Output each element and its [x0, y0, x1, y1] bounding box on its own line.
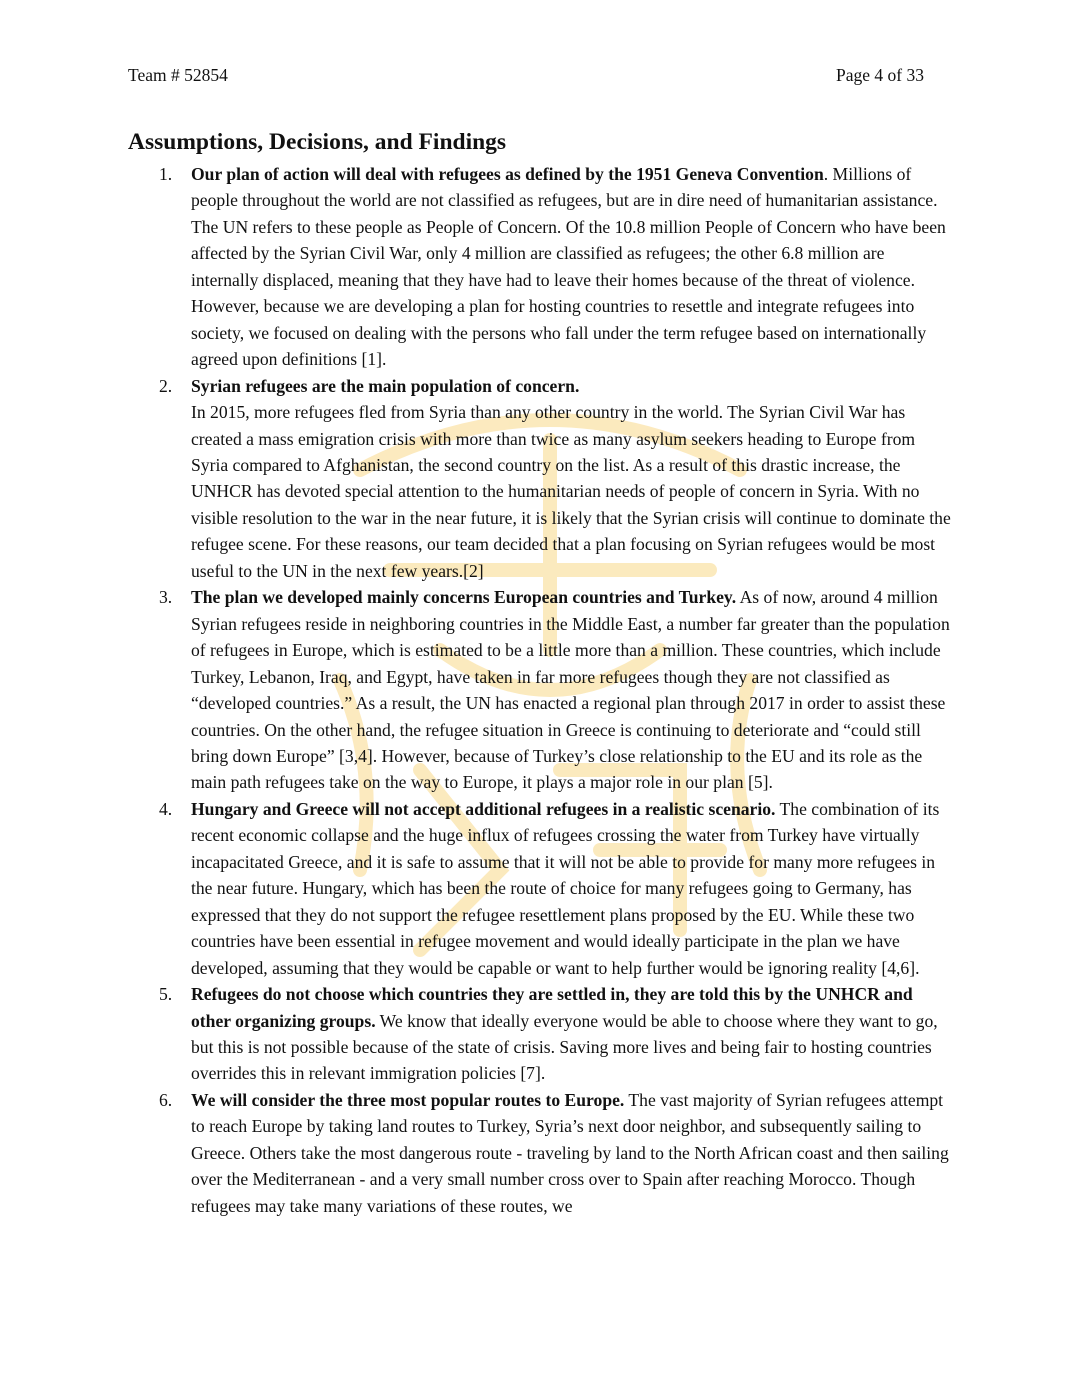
item-body: In 2015, more refugees fled from Syria than any other country in the world. The Syrian Civil War has created a mass emigration crisis with more than twice as many asylum seekers heading to Europe from Syria compared to Afghanistan, the second country on the list. As a result of this drastic increase, the UNHCR has devoted special attention to the humanitarian needs of people of concern in Syria. With no visible resolution to the war in the near future, it is likely that the Syrian crisis will continue to dominate the refugee scene. For these reasons, our team decided that a plan focusing on Syrian refugees would be most useful to the UN in the next few years.[2]	[191, 402, 951, 581]
item-number: 4.	[159, 798, 173, 819]
item-lead: The plan we developed mainly concerns European countries and Turkey.	[191, 587, 737, 608]
item-body: The combination of its recent economic collapse and the huge influx of refugees crossing the water from Turkey have virtually incapacitated Greece, and it is safe to assume that it will not be able to provide for many more refugees in the near future. Hungary, which has been the route of choice for many refugees going to Germany, has expressed that they do not support the refugee resettlement plans proposed by the EU. While these two countries have been essential in refugee movement and would ideally participate in the plan we have developed, assuming that they would be capable or want to help further would be ignoring reality [4,6].	[191, 798, 940, 978]
item-body: We know that ideally everyone would be able to choose where they want to go, but this is not possible because of the state of crisis. Saving more lives and being fair to hosting countries overrides this in relevant immigration policies [7].	[191, 1010, 938, 1084]
item-lead: Refugees do not choose which countries they are settled in, they are told this by the UNHCR and other organizing groups.	[191, 984, 913, 1031]
item-lead: Syrian refugees are the main population of concern.	[191, 375, 580, 396]
team-number: Team # 52854	[128, 65, 228, 85]
list-item	[159, 161, 954, 373]
list-item	[159, 796, 954, 981]
page-number: Page 4 of 33	[836, 65, 924, 85]
list-item	[159, 981, 954, 1087]
item-body: The vast majority of Syrian refugees attempt to reach Europe by taking land routes to Turkey, Syria’s next door neighbor, and subsequently sailing to Greece. Others take the most dangerous route - traveling by land to the North African coast and then sailing over the Mediterranean - and a very small number cross over to Spain after reaching Morocco. Though refugees may take many variations of these routes, we	[191, 1089, 949, 1216]
item-lead: We will consider the three most popular routes to Europe.	[191, 1089, 625, 1110]
item-lead: Our plan of action will deal with refugees as defined by the 1951 Geneva Convention	[191, 164, 824, 184]
findings-section	[128, 127, 954, 1219]
list-item	[159, 584, 954, 796]
list-item	[159, 373, 954, 585]
item-number: 1.	[159, 164, 173, 184]
findings-list	[128, 161, 954, 1219]
item-lead: Hungary and Greece will not accept additional refugees in a realistic scenario.	[191, 798, 776, 819]
item-number: 5.	[159, 984, 173, 1005]
item-body: As of now, around 4 million Syrian refugees reside in neighboring countries in the Middle East, a number far greater than the population of refugees in Europe, which is estimated to be a little more than a million. These countries, which include Turkey, Lebanon, Iraq, and Egypt, have taken in far more refugees though they are not classified as “developed countries.” As a result, the UN has enacted a regional plan through 2017 in order to assist these countries. On the other hand, the refugee situation in Greece is continuing to deteriorate and “could still bring down Europe” [3,4]. However, because of Turkey’s close relationship to the EU and its role as the main path refugees take on the way to Europe, it plays a major role in our plan [5].	[191, 587, 950, 793]
item-number: 2.	[159, 375, 173, 396]
section-title: Assumptions, Decisions, and Findings	[128, 129, 507, 155]
item-number: 3.	[159, 587, 173, 608]
list-item	[159, 1087, 954, 1219]
item-number: 6.	[159, 1089, 173, 1110]
item-body: . Millions of people throughout the world are not classified as refugees, but are in dire need of humanitarian assistance. The UN refers to these people as People of Concern. Of the 10.8 million People of Concern who have been affected by the Syrian Civil War, only 4 million are classified as refugees; the other 6.8 million are internally displaced, meaning that they have had to leave their homes because of the threat of violence. However, because we are developing a plan for hosting countries to resettle and integrate refugees into society, we focused on dealing with the persons who fall under the term refugee based on internationally agreed upon definitions [1].	[191, 164, 946, 370]
